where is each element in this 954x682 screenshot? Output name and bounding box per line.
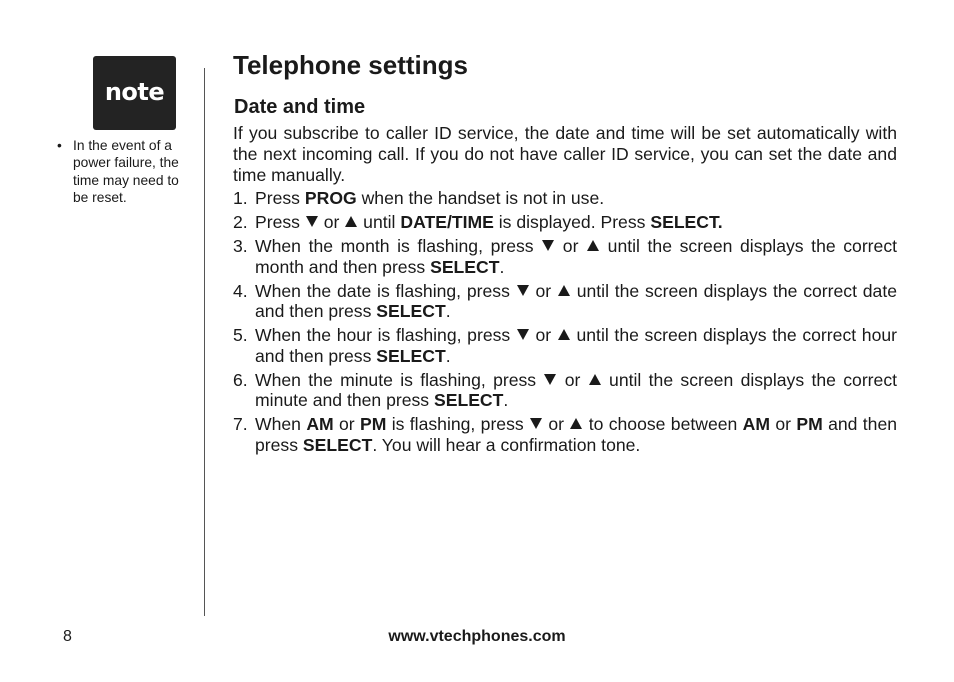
section-title: Date and time [234, 96, 366, 118]
up-arrow-icon [589, 374, 601, 385]
side-note [57, 137, 193, 207]
page-title: Telephone settings [233, 50, 468, 80]
up-arrow-icon [587, 240, 599, 251]
key-select: SELECT [430, 256, 500, 277]
down-arrow-icon [542, 240, 554, 251]
key-am: AM [742, 414, 771, 434]
step-4: 4. When the date is flashing, press or until the screen displays the correct date and then press SELECT. [233, 280, 898, 321]
key-select: SELECT [302, 434, 373, 455]
down-arrow-icon [517, 285, 529, 296]
step-5: 5. When the hour is flashing, press or until the screen displays the correct hour and then press SELECT. [233, 325, 897, 366]
menu-date-time: DATE/TIME [400, 212, 494, 232]
note-badge [93, 56, 176, 130]
main-content [233, 48, 897, 459]
up-arrow-icon [558, 285, 570, 296]
key-pm: PM [360, 414, 387, 434]
key-select: SELECT [433, 390, 504, 410]
step-3: 3. When the month is flashing, press or until the screen displays the correct month and then press SELECT. [233, 236, 898, 277]
page-number: 8 [63, 628, 72, 645]
step-6: 6. When the minute is flashing, press or until the screen displays the correct minute and then press SELECT. [233, 369, 898, 410]
up-arrow-icon [570, 418, 582, 429]
step-1: 1. Press PROG when the handset is not in use. [233, 188, 605, 208]
intro-paragraph: If you subscribe to caller ID service, the date and time will be set automatically with the next incoming call. If you do not have caller ID service, you can set the date and time manually. [233, 123, 897, 185]
footer-url: www.vtechphones.com [388, 628, 566, 645]
down-arrow-icon [530, 418, 542, 429]
steps-list [233, 188, 897, 455]
note-bullet: • [57, 138, 62, 153]
key-select: SELECT. [650, 212, 723, 232]
note-badge-label: note [104, 78, 165, 106]
down-arrow-icon [306, 216, 318, 227]
note-text: In the event of a power failure, the time may need to be reset. [73, 138, 179, 206]
column-divider [204, 68, 205, 616]
up-arrow-icon [345, 216, 357, 227]
key-select: SELECT [376, 301, 446, 321]
key-select: SELECT [376, 345, 446, 366]
step-7: 7. When AM or PM is flashing, press or to choose between AM or PM and then press SELECT. You will hear a confirmation tone. [233, 414, 898, 455]
up-arrow-icon [558, 329, 570, 340]
key-am: AM [306, 414, 334, 434]
key-prog: PROG [304, 188, 357, 208]
down-arrow-icon [544, 374, 556, 385]
step-2: 2. Press or until DATE/TIME is displayed. Press SELECT. [233, 212, 723, 232]
key-pm: PM [796, 414, 823, 434]
down-arrow-icon [517, 329, 529, 340]
